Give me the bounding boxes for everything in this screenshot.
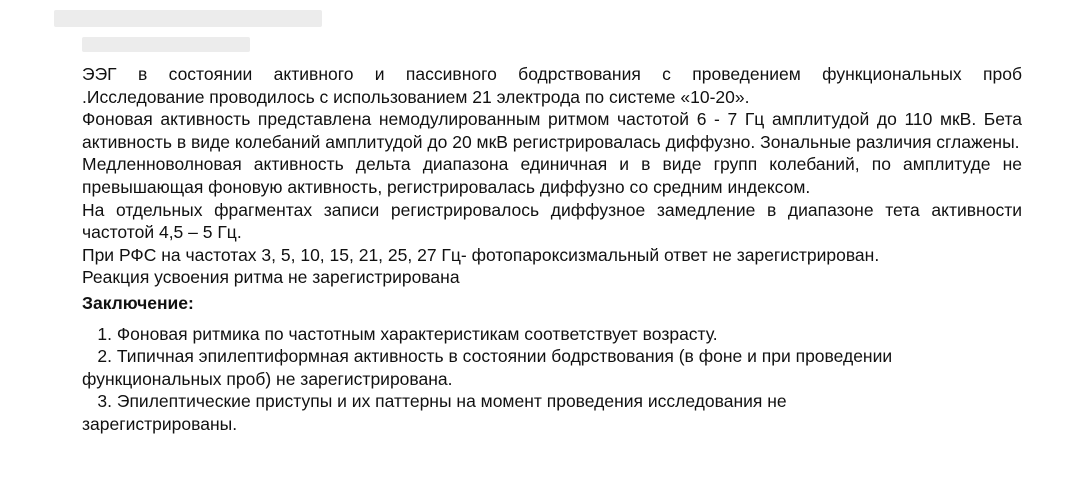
conclusion-item-continuation: [82, 413, 1022, 436]
conclusion-item: [82, 323, 1022, 346]
item-text: Эпилептические приступы и их паттерны на момент проведения исследования не: [116, 391, 787, 412]
slow-wave-paragraph: Медленноволновая активность дельта диапазона единичная и в виде групп колебаний, по амплитуде не превышающая фоновую активность, регистрировалась диффузно со средним индексом.: [82, 154, 1022, 197]
rfs-paragraph: При РФС на частотах 3, 5, 10, 15, 21, 25, 27 Гц- фотопароксизмальный ответ не зарегистрирован.: [82, 244, 880, 265]
redacted-header-line-2: [82, 37, 250, 52]
item-number: 3.: [97, 391, 112, 412]
conclusion-item: [82, 390, 1022, 413]
conclusion-item: [82, 345, 1022, 368]
redacted-header-line-1: [54, 10, 322, 27]
conclusion-item-continuation: [82, 368, 1022, 391]
item-text: Типичная эпилептиформная активность в состоянии бодрствования (в фоне и при проведении: [116, 346, 893, 367]
item-number: 1.: [97, 323, 112, 344]
eeg-report: [82, 63, 1022, 436]
item-text: функциональных проб) не зарегистрирована.: [82, 368, 453, 389]
rhythm-assimilation-paragraph: Реакция усвоения ритма не зарегистрирована: [82, 267, 460, 288]
item-text: зарегистрированы.: [82, 413, 238, 434]
item-text: Фоновая ритмика по частотным характеристикам соответствует возрасту.: [116, 323, 718, 344]
conclusion-list: [82, 323, 1022, 436]
fragments-paragraph: На отдельных фрагментах записи регистрировалось диффузное замедление в диапазоне тета активности частотой 4,5 – 5 Гц.: [82, 199, 1022, 243]
conclusion-heading: Заключение:: [82, 292, 194, 313]
intro-line-1: ЭЭГ в состоянии активного и пассивного бодрствования с проведением функциональных проб: [82, 64, 1022, 84]
item-number: 2.: [97, 346, 112, 367]
intro-line-2: .Исследование проводилось с использованием 21 электрода по системе «10-20».: [82, 86, 750, 107]
background-activity-paragraph: Фоновая активность представлена немодулированным ритмом частотой 6 - 7 Гц амплитудой до 110 мкВ. Бета активность в виде колебаний амплитудой до 20 мкВ регистрировалась диффузно. Зональные различия сглажены.: [82, 109, 1022, 152]
